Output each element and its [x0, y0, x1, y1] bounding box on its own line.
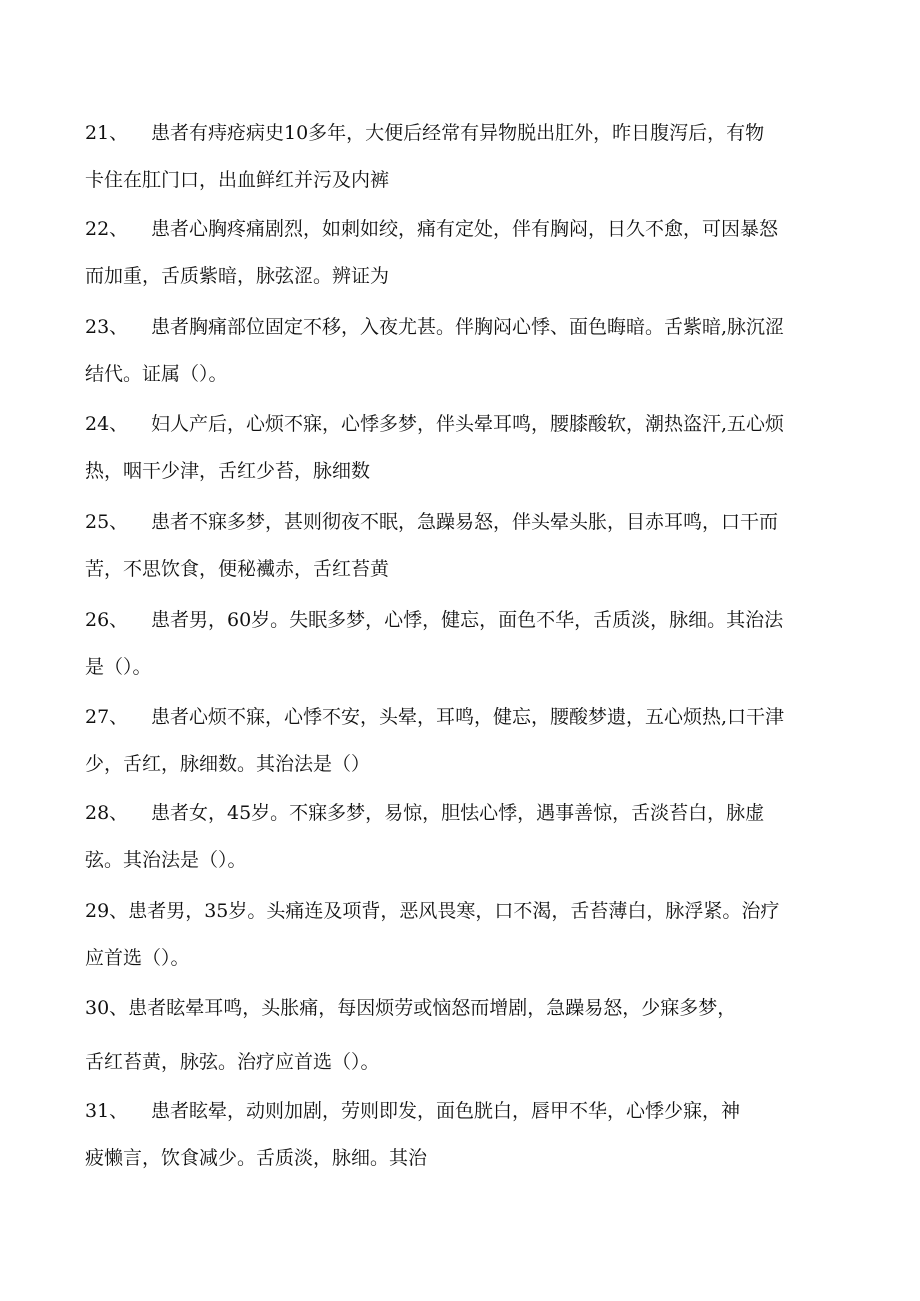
question-line — [85, 1039, 835, 1086]
question-line — [85, 837, 835, 884]
question-number: 29、 — [85, 900, 129, 922]
question-line — [85, 157, 835, 204]
question-text: 苦，不思饮食，便秘襶赤，舌红苔黄 — [85, 558, 390, 580]
question-text: 患者不寐多梦，甚则彻夜不眠，急躁易怒，伴头晕头胀，目赤耳鸣，口干而 — [151, 511, 779, 533]
question-31 — [85, 1088, 835, 1182]
question-26 — [85, 597, 835, 691]
question-text: 患者心胸疼痛剧烈，如刺如绞，痛有定处，伴有胸闷，日久不愈，可因暴怒 — [151, 218, 779, 240]
question-line — [85, 985, 835, 1032]
question-24 — [85, 401, 835, 495]
question-line — [85, 499, 835, 546]
question-number: 24、 — [85, 413, 129, 435]
question-text: 患者胸痛部位固定不移，入夜尤甚。伴胸闷心悸、面色晦暗。舌紫暗,脉沉涩 — [151, 316, 785, 338]
question-text: 患者男，35岁。头痛连及项背，恶风畏寒，口不渴，舌苔薄白，脉浮紧。治疗 — [128, 900, 780, 922]
question-number: 28、 — [85, 802, 129, 824]
question-text: 少，舌红，脉细数。其治法是（） — [85, 753, 371, 775]
question-line — [85, 253, 835, 300]
question-line — [85, 546, 835, 593]
question-line — [85, 351, 835, 398]
question-line — [85, 597, 835, 644]
question-22 — [85, 206, 835, 300]
question-27 — [85, 694, 835, 788]
question-line — [85, 644, 835, 691]
question-number: 30、 — [85, 997, 129, 1019]
question-number: 21、 — [85, 122, 129, 144]
question-line — [85, 741, 835, 788]
question-line — [85, 110, 835, 157]
question-text: 患者眩晕耳鸣，头胀痛，每因烦劳或恼怒而增剧，急躁易怒，少寐多梦， — [128, 997, 737, 1019]
question-line — [85, 1088, 835, 1135]
question-text: 患者女，45岁。不寐多梦，易惊，胆怯心悸，遇事善惊，舌淡苔白，脉虚 — [151, 802, 765, 824]
question-23 — [85, 304, 835, 398]
question-text: 热，咽干少津，舌红少苔，脉细数 — [85, 460, 371, 482]
question-30 — [85, 985, 835, 1086]
question-text: 患者有痔疮病史10多年，大便后经常有异物脱出肛外，昨日腹泻后，有物 — [151, 122, 765, 144]
question-text: 应首选（）。 — [85, 947, 190, 969]
question-text: 舌红苔黄，脉弦。治疗应首选（）。 — [85, 1051, 380, 1073]
question-29 — [85, 888, 835, 982]
question-text: 弦。其治法是（）。 — [85, 849, 247, 871]
question-text: 疲懒言，饮食减少。舌质淡，脉细。其治 — [85, 1147, 428, 1169]
question-text: 患者眩晕，动则加剧，劳则即发，面色胱白，唇甲不华，心悸少寐，神 — [151, 1100, 741, 1122]
question-number: 27、 — [85, 706, 129, 728]
question-text: 患者心烦不寐，心悸不安，头晕，耳鸣，健忘，腰酸梦遗，五心烦热,口干津 — [151, 706, 785, 728]
question-number: 23、 — [85, 316, 129, 338]
question-21 — [85, 110, 835, 204]
question-number: 22、 — [85, 218, 129, 240]
question-line — [85, 304, 835, 351]
question-text: 结代。证属（）。 — [85, 363, 228, 385]
question-line — [85, 694, 835, 741]
question-25 — [85, 499, 835, 593]
question-number: 26、 — [85, 609, 129, 631]
question-line — [85, 448, 835, 495]
question-text: 是（）。 — [85, 656, 152, 678]
question-line — [85, 1135, 835, 1182]
question-text: 而加重，舌质紫暗，脉弦涩。辨证为 — [85, 265, 390, 287]
question-text: 妇人产后，心烦不寐，心悸多梦，伴头晕耳鸣，腰膝酸软，潮热盗汗,五心烦 — [151, 413, 785, 435]
question-number: 25、 — [85, 511, 129, 533]
question-28 — [85, 790, 835, 884]
question-line — [85, 790, 835, 837]
question-line — [85, 935, 835, 982]
question-line — [85, 206, 835, 253]
question-text: 卡住在肛门口，出血鲜红并污及内裤 — [85, 169, 390, 191]
question-number: 31、 — [85, 1100, 129, 1122]
question-line — [85, 401, 835, 448]
question-line — [85, 888, 835, 935]
question-text: 患者男，60岁。失眠多梦，心悸，健忘，面色不华，舌质淡，脉细。其治法 — [151, 609, 784, 631]
